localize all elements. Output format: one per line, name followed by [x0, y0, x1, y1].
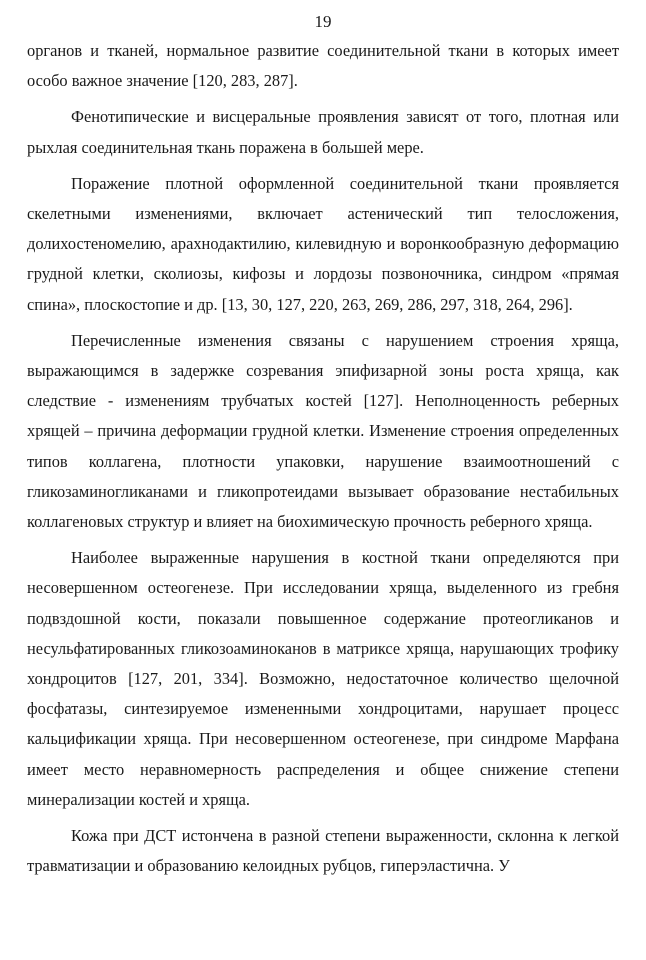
page-number: 19: [314, 12, 332, 31]
paragraph-5: Наиболее выраженные нарушения в костной ткани определяются при несовершенном остеогенезе. При исследовании хряща, выделенного из гребня подвздошной кости, показали повышенное содержание протеогликанов и несульфатированных гликозоаминоканов в матриксе хряща, нарушающих трофику хондроцитов [127, 201, 334]. Возможно, недостаточное количество щелочной фосфатазы, синтезируемое измененными хондроцитами, нарушает процесс кальцификации хряща. При несовершенном остеогенезе, при синдроме Марфана имеет место неравномерность распределения и общее снижение степени минерализации костей и хряща.: [27, 548, 619, 809]
paragraph-2: Фенотипические и висцеральные проявления зависят от того, плотная или рыхлая соединительная ткань поражена в большей мере.: [27, 107, 619, 157]
paragraph-6: Кожа при ДСТ истончена в разной степени выраженности, склонна к легкой травматизации и образованию келоидных рубцов, гиперэластична. У: [27, 826, 619, 876]
body-text: [27, 36, 619, 885]
paragraph-1: органов и тканей, нормальное развитие соединительной ткани в которых имеет особо важное значение [120, 283, 287].: [27, 41, 619, 91]
paragraph-3: Поражение плотной оформленной соединительной ткани проявляется скелетными изменениями, включает астенический тип телосложения, долихостеномелию, арахнодактилию, килевидную и воронкообразную деформацию грудной клетки, сколиозы, кифозы и лордозы позвоночника, синдром «прямая спина», плоскостопие и др. [13, 30, 127, 220, 263, 269, 286, 297, 318, 264, 296].: [27, 173, 619, 314]
paragraph-4: Перечисленные изменения связаны с нарушением строения хряща, выражающимся в задержке созревания эпифизарной зоны роста хряща, как следствие - изменениям трубчатых костей [127]. Неполноценность реберных хрящей – причина деформации грудной клетки. Изменение строения определенных типов коллагена, плотности упаковки, нарушение взаимоотношений с гликозаминогликанами и гликопротеидами вызывает образование нестабильных коллагеновых структур и влияет на биохимическую прочность реберного хряща.: [27, 330, 619, 532]
